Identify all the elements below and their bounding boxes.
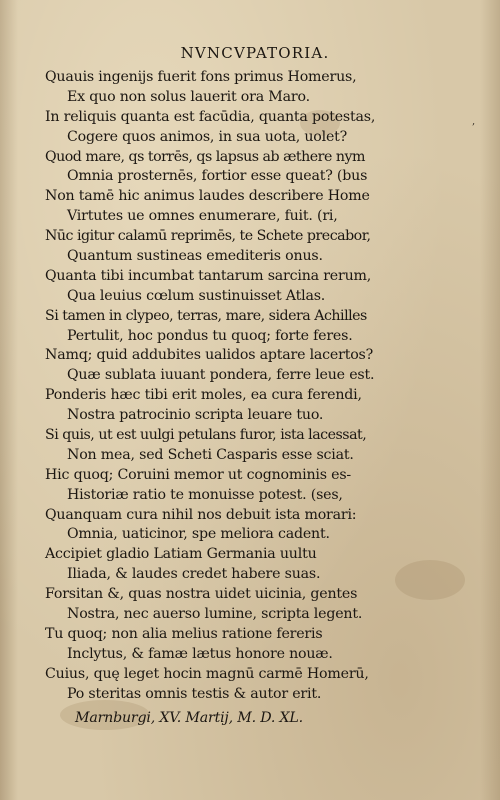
verse-line: Omnia prosternēs, fortior esse queat? (bus (67, 168, 368, 185)
verse-line: Ex quo non solus lauerit ora Maro. (67, 88, 310, 105)
verse-line: Nūc igitur calamū reprimēs, te Schete precabor, (45, 228, 371, 245)
verse-line: Qua leuius cœlum sustinuisset Atlas. (67, 287, 326, 304)
verse-line: Cuius, quę leget hocin magnū carmē Homerū, (45, 665, 369, 682)
margin-mark: , (472, 116, 476, 127)
verse-line: Quanta tibi incumbat tantarum sarcina rerum, (45, 267, 372, 284)
verse-line: Omnia, uaticinor, spe meliora cadent. (67, 526, 330, 543)
verse-line: Si quis, ut est uulgi petulans furor, ista lacessat, (45, 427, 367, 444)
verse-line: Quantum sustineas emediteris onus. (67, 248, 323, 265)
verse-line: Non tamē hic animus laudes describere Home (45, 188, 370, 205)
verse-line: Pertulit, hoc pondus tu quoq; forte feres. (67, 327, 353, 344)
imprint-line: Marnburgi, XV. Martij, M. D. XL. (75, 709, 303, 726)
verse-line: Quod mare, qs torrēs, qs lapsus ab æthere nym (45, 148, 365, 165)
verse-line: Quæ sublata iuuant pondera, ferre leue est. (67, 367, 375, 384)
dedication-text (45, 44, 465, 728)
running-heading: NVNCVPATORIA. (180, 44, 330, 62)
verse-line: Si tamen in clypeo, terras, mare, sidera Achilles (45, 307, 367, 324)
verse-line: Quanquam cura nihil nos debuit ista morari: (45, 506, 357, 523)
verse-line: Inclytus, & famæ lætus honore nouæ. (67, 645, 333, 662)
verse-line: Accipiet gladio Latiam Germania uultu (45, 546, 317, 563)
verse-line: Nostra patrocinio scripta leuare tuo. (67, 407, 324, 424)
verse-line: Non mea, sed Scheti Casparis esse sciat. (67, 446, 354, 463)
verse-line: Historiæ ratio te monuisse potest. (ses, (67, 486, 343, 503)
verse-line: Cogere quos animos, in sua uota, uolet? (67, 128, 348, 145)
verse-line: In reliquis quanta est facūdia, quanta potestas, (45, 108, 376, 125)
verse-line: Tu quoq; non alia melius ratione fereris (45, 625, 323, 642)
verse-line: Quauis ingenijs fuerit fons primus Homerus, (45, 69, 357, 85)
verse-line: Ponderis hæc tibi erit moles, ea cura ferendi, (45, 387, 362, 404)
verse-line: Virtutes ue omnes enumerare, fuit. (ri, (67, 208, 338, 225)
verse-line: Nostra, nec auerso lumine, scripta legent. (67, 606, 363, 623)
verse-line: Hic quoq; Coruini memor ut cognominis es- (45, 466, 351, 483)
verse-line: Po steritas omnis testis & autor erit. (67, 685, 322, 702)
verse-line: Namq; quid addubites ualidos aptare lacertos? (45, 347, 374, 364)
verse-line: Iliada, & laudes credet habere suas. (67, 566, 321, 583)
verse-line: Forsitan &, quas nostra uidet uicinia, gentes (45, 586, 358, 603)
